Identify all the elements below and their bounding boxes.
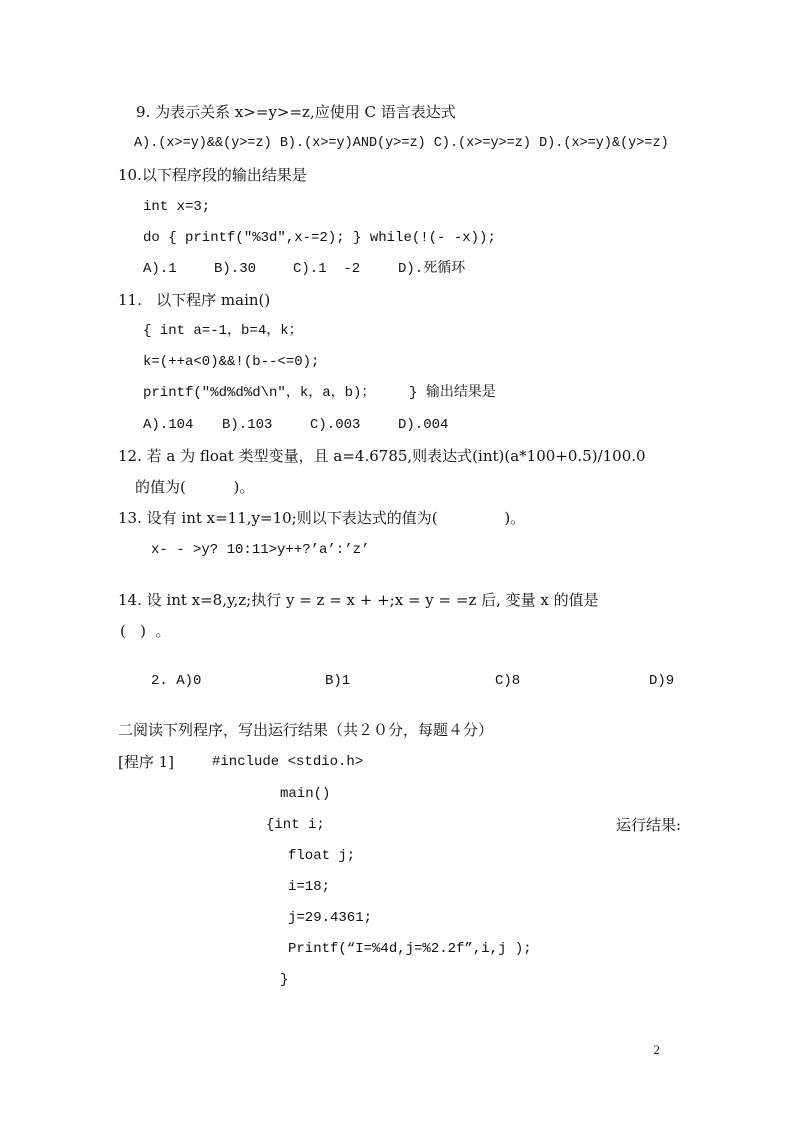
q11-code-line: printf("%d%d%d\n"，k，a，b)； } 输出结果是 — [143, 385, 496, 401]
q13-stem: 13. 设有 int x=11,y=10;则以下表达式的值为( )。 — [118, 509, 526, 527]
code-line: Printf(“I=%4d,j=%2.2f”,i,j ); — [288, 941, 532, 957]
q10-option-a: A).1 — [143, 261, 177, 277]
code-line: } — [280, 972, 289, 988]
q9-options: A).(x>=y)&&(y>=z) B).(x>=y)AND(y>=z) C).(x>=y>=z) D).(x>=y)&(y>=z) — [134, 136, 669, 151]
result-label: 运行结果: — [616, 816, 682, 834]
page-number: 2 — [653, 1042, 660, 1057]
q12-line: 的值为( )。 — [135, 478, 255, 496]
include-line: #include <stdio.h> — [212, 754, 364, 770]
q10-code-line: int x=3; — [143, 199, 211, 215]
q11-code-line: k=(++a<0)&&!(b--<=0); — [143, 354, 320, 370]
q11-stem: 11. 以下程序 main() — [118, 291, 271, 309]
q10-option-d: D).死循环 — [398, 261, 466, 277]
q14-stem: 14. 设 int x=8,y,z;执行 y = z = x + +;x = y = =z 后, 变量 x 的值是 — [118, 591, 599, 609]
q13-expression: x- - >y? 10:11>y++?’a’:’z’ — [151, 542, 370, 558]
q10-stem: 10.以下程序段的输出结果是 — [118, 166, 307, 184]
q14-option-b: B)1 — [325, 673, 351, 689]
q14-option-d: D)9 — [649, 673, 675, 689]
q11-code-line: { int a=-1，b=4，k； — [143, 323, 303, 339]
q11-option-b: B).103 — [222, 417, 273, 433]
q14-option-a: 2. A)0 — [151, 673, 202, 689]
q11-option-c: C).003 — [310, 417, 361, 433]
code-line: main() — [280, 786, 331, 802]
q9-stem: 9. 为表示关系 x>=y>=z,应使用 C 语言表达式 — [136, 103, 456, 121]
code-line: {int i; — [266, 817, 325, 833]
program-label: [程序 1] — [118, 753, 175, 771]
q12-line: 12. 若 a 为 float 类型变量，且 a=4.6785,则表达式(int)(a*100+0.5)/100.0 — [118, 447, 646, 465]
code-line: j=29.4361; — [288, 910, 373, 926]
q10-option-c: C).1 -2 — [293, 261, 361, 277]
code-line: i=18; — [288, 879, 331, 895]
q14-blank: ( ) 。 — [120, 622, 171, 640]
q10-option-b: B).30 — [214, 261, 257, 277]
section-title: 二阅读下列程序，写出运行结果（共２０分，每题４分） — [118, 721, 494, 739]
q11-option-d: D).004 — [398, 417, 449, 433]
q11-option-a: A).104 — [143, 417, 194, 433]
q10-code-line: do { printf("%3d",x-=2); } while(!(- -x)); — [143, 230, 496, 246]
code-line: float j; — [288, 848, 356, 864]
q14-option-c: C)8 — [495, 673, 521, 689]
